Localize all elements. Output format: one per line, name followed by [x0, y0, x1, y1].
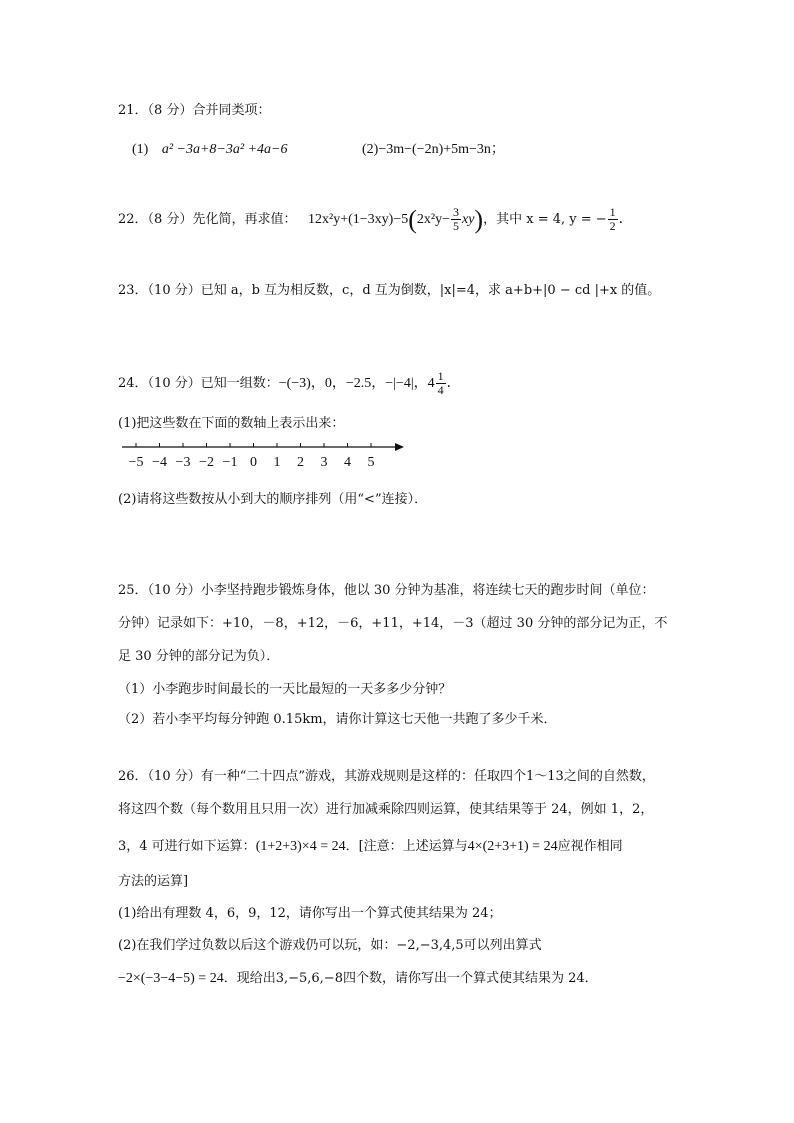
number-line-arrow [395, 443, 404, 451]
q22-expr-part-c: xy [461, 212, 475, 227]
q25-line1: 25．（10 分）小李坚持跑步锻炼身体，他以 30 分钟为基准，将连续七天的跑步时间（单位： [118, 583, 655, 598]
q25-line3: 足 30 分钟的部分记为负）． [118, 649, 280, 664]
q26-line3-text-b: ．[注意：上述运算与 [345, 839, 468, 854]
number-line [118, 440, 408, 472]
number-line-label: 1 [273, 455, 281, 470]
q24-mixed-fraction [436, 370, 446, 397]
q24-mixed-whole: 4 [427, 376, 435, 391]
q24-stem: 24．（10 分）已知一组数： [118, 376, 279, 391]
q24-end: ． [446, 376, 461, 391]
number-line-label: −3 [175, 455, 191, 470]
number-line-label: 4 [344, 455, 351, 470]
q21-part1-expression: a² −3a+8−3a² +4a−6 [161, 142, 288, 157]
q24-mixed-numerator: 1 [437, 369, 444, 384]
number-line-ticks [136, 443, 371, 447]
q22-expr-part-b: 2x²y− [416, 212, 450, 227]
number-line-label: −5 [128, 455, 144, 470]
q26-line7-text: ．现给出3,−5,6,−8四个数，请你写出一个算式使其结果为 24． [223, 971, 598, 986]
q22-fraction-denominator: 5 [452, 219, 459, 234]
q26-negative-example-expression: −2×(−3−4−5) = 24 [118, 971, 224, 986]
q24-stem-line [118, 368, 461, 400]
q22-expr-part-a: 12x²y+(1−3xy)−5 [308, 212, 409, 227]
q21-part1 [132, 140, 287, 160]
q26-line2: 将这四个数（每个数用且只用一次）进行加减乘除四则运算，使其结果等于 24，例如 1，2， [118, 802, 654, 817]
q25-sub1: （1）小李跑步时间最长的一天比最短的一天多多少分钟？ [118, 682, 452, 697]
q22-condition-denominator: 2 [609, 219, 616, 234]
q26-line1: 26．（10 分）有一种“二十四点”游戏，其游戏规则是这样的：任取四个1～13之间的自然数， [118, 769, 655, 784]
q21-stem: 21．（8 分）合并同类项： [118, 103, 271, 118]
q22-fraction [451, 206, 461, 233]
q22-stem: 22．（8 分）先化简，再求值： [118, 212, 297, 227]
number-line-label: 5 [367, 455, 375, 470]
q26-equivalent-expression: 4×(2+3+1) = 24 [467, 839, 558, 854]
number-line-label: 2 [297, 455, 304, 470]
q25-line2: 分钟）记录如下：+10，－8，+12，－6，+11，+14，－3（超过 30 分钟的部分记为正，不 [118, 616, 668, 631]
q26-part2: (2)在我们学过负数以后这个游戏仍可以玩，如：−2,−3,4,5可以列出算式 [118, 938, 542, 953]
q22-right-paren: ) [474, 204, 484, 234]
q24-numbers: −(−3)，0，−2.5，−|−4|， [278, 376, 428, 391]
q24-part2: (2)请将这些数按从小到大的顺序排列（用“<”连接）． [118, 492, 428, 507]
q26-line3 [118, 837, 623, 857]
number-line-label: −2 [199, 455, 214, 470]
q25-sub2: （2）若小李平均每分钟跑 0.15km，请你计算这七天他一共跑了多少千米． [118, 712, 557, 727]
q26-part1: (1)给出有理数 4，6，9，12，请你写出一个算式使其结果为 24； [118, 906, 502, 921]
number-line-label: 3 [320, 455, 328, 470]
q22-expression [308, 200, 633, 240]
number-line-label: 0 [250, 455, 257, 470]
q26-line3-text-c: 应视作相同 [557, 839, 623, 854]
q21-part1-label: (1) [132, 142, 149, 157]
q22-condition-fraction [608, 206, 618, 233]
q21-part2-expression: (2)−3m−(−2n)+5m−3n； [362, 142, 505, 157]
q24-part1: (1)把这些数在下面的数轴上表示出来： [118, 416, 345, 431]
number-line-labels [129, 455, 375, 470]
q26-line7 [118, 969, 598, 989]
q26-line4: 方法的运算] [118, 874, 189, 889]
q24-mixed-denominator: 4 [437, 383, 444, 398]
q22-condition: ，其中 x = 4, y = − [483, 212, 607, 227]
q22-left-paren: ( [408, 204, 417, 234]
q22-fraction-numerator: 3 [452, 205, 459, 220]
number-line-label: −4 [152, 455, 167, 470]
q26-line3-text-a: 3，4 可进行如下运算： [118, 839, 256, 854]
q23-text: 23．（10 分）已知 a，b 互为相反数，c，d 互为倒数，|x|=4，求 a+b+|0 − cd |+x 的值。 [118, 283, 661, 298]
number-line-label: −1 [222, 455, 238, 470]
q26-example-expression: (1+2+3)×4 = 24 [255, 839, 346, 854]
q22-end: ． [618, 212, 633, 227]
q22-condition-numerator: 1 [609, 205, 616, 220]
